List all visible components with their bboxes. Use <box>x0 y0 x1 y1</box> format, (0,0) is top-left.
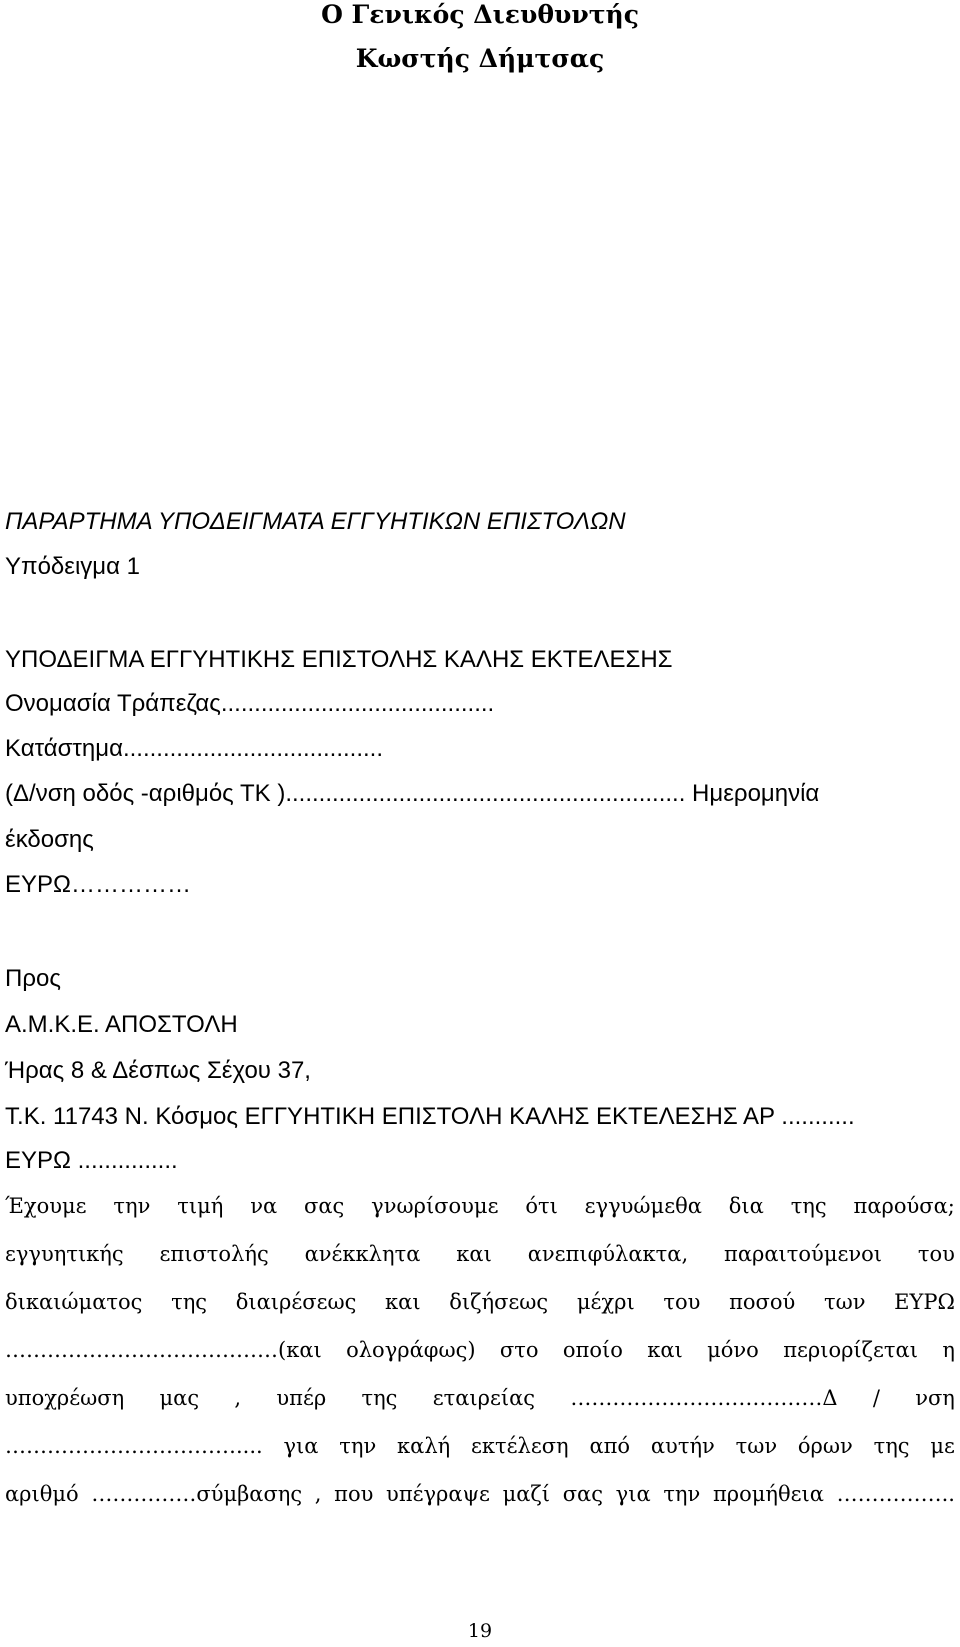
body-word: που <box>334 1482 374 1506</box>
body-word: και <box>456 1242 492 1266</box>
body-word: , <box>314 1482 322 1506</box>
body-word: της <box>361 1386 398 1410</box>
body-word: υπέγραψε <box>386 1482 490 1506</box>
recipient-to: Προς <box>5 965 61 992</box>
body-word: η <box>942 1338 955 1362</box>
body-word: και <box>385 1290 421 1314</box>
body-word: μας <box>159 1386 200 1410</box>
body-word: ανέκκλητα <box>304 1242 421 1266</box>
body-word: / <box>872 1386 880 1410</box>
body-word: του <box>917 1242 955 1266</box>
body-word: …………….. <box>836 1482 955 1506</box>
body-line-1 <box>5 1194 955 1218</box>
body-word: σας <box>304 1194 345 1218</box>
body-word: και <box>647 1338 683 1362</box>
body-line-3 <box>5 1290 955 1314</box>
body-word: παρούσα; <box>853 1194 955 1218</box>
branch-field: Κατάστημα....................................... <box>5 735 383 762</box>
body-word: υποχρέωση <box>5 1386 125 1410</box>
body-word: ανεπιφύλακτα, <box>527 1242 689 1266</box>
body-word: να <box>250 1194 278 1218</box>
body-word: γνωρίσουμε <box>371 1194 499 1218</box>
body-word: υπέρ <box>276 1386 327 1410</box>
body-word: προμήθεια <box>712 1482 824 1506</box>
body-line-7 <box>5 1482 955 1506</box>
body-word: …………………………………(και <box>5 1338 322 1362</box>
body-word: ΕΥΡΩ <box>894 1290 955 1314</box>
body-line-5 <box>5 1386 955 1410</box>
body-word: οποίο <box>562 1338 623 1362</box>
body-word: εγγυητικής <box>5 1242 124 1266</box>
body-word: , <box>234 1386 242 1410</box>
body-word: νση <box>915 1386 955 1410</box>
body-word: διζήσεως <box>449 1290 549 1314</box>
body-word: επιστολής <box>159 1242 269 1266</box>
body-word: μέχρι <box>576 1290 635 1314</box>
appendix-heading: ΠΑΡΑΡΤΗΜΑ ΥΠΟΔΕΙΓΜΑΤΑ ΕΓΓΥΗΤΙΚΩΝ ΕΠΙΣΤΟΛΩΝ <box>5 508 626 535</box>
recipient-euro: ΕΥΡΩ ............... <box>5 1147 178 1174</box>
body-word: …………………………….... <box>5 1434 263 1458</box>
body-word: για <box>615 1482 651 1506</box>
sample-label: Υπόδειγμα 1 <box>5 553 141 580</box>
page-number: 19 <box>467 1620 493 1642</box>
body-word: όρων <box>797 1434 853 1458</box>
body-word: του <box>663 1290 701 1314</box>
body-word: με <box>930 1434 955 1458</box>
body-word: ποσού <box>729 1290 796 1314</box>
body-word: της <box>790 1194 827 1218</box>
recipient-org: Α.Μ.Κ.Ε. ΑΠΟΣΤΟΛΗ <box>5 1011 238 1038</box>
body-word: καλή <box>397 1434 451 1458</box>
body-line-4 <box>5 1338 955 1362</box>
body-word: δια <box>728 1194 764 1218</box>
letter-title: ΥΠΟΔΕΙΓΜΑ ΕΓΓΥΗΤΙΚΗΣ ΕΠΙΣΤΟΛΗΣ ΚΑΛΗΣ ΕΚΤΕΛΕΣΗΣ <box>5 646 673 673</box>
body-word: εκτέλεση <box>471 1434 569 1458</box>
body-word: εγγυώμεθα <box>584 1194 702 1218</box>
recipient-postal-ref: Τ.Κ. 11743 Ν. Κόσμος ΕΓΓΥΗΤΙΚΗ ΕΠΙΣΤΟΛΗ ΚΑΛΗΣ ΕΚΤΕΛΕΣΗΣ ΑΡ ........... <box>5 1103 855 1130</box>
body-word: την <box>113 1194 151 1218</box>
body-word: Έχουμε <box>5 1194 87 1218</box>
address-line: (Δ/νση οδός -αριθμός ΤΚ )............................................................ Ημερομηνία <box>5 780 820 807</box>
bank-name-field: Ονομασία Τράπεζας......................................... <box>5 690 495 717</box>
body-word: ολογράφως) <box>346 1338 476 1362</box>
body-word: διαιρέσεως <box>235 1290 357 1314</box>
body-word: τιμή <box>177 1194 224 1218</box>
signature-title: Ο Γενικός Διευθυντής <box>321 0 639 29</box>
body-word: ……………σύμβασης <box>91 1482 303 1506</box>
body-line-2 <box>5 1242 955 1266</box>
body-word: ………………………………Δ <box>570 1386 838 1410</box>
body-word: στο <box>499 1338 539 1362</box>
body-word: αυτήν <box>650 1434 715 1458</box>
issue-date-label: έκδοσης <box>5 826 94 853</box>
body-line-6 <box>5 1434 955 1458</box>
amount-field: ΕΥΡΩ…………… <box>5 871 191 898</box>
body-word: των <box>823 1290 866 1314</box>
body-word: την <box>663 1482 701 1506</box>
body-word: την <box>339 1434 377 1458</box>
recipient-street: Ήρας 8 & Δέσπως Σέχου 37, <box>5 1057 311 1084</box>
body-word: παραιτούμενοι <box>724 1242 882 1266</box>
signature-name: Κωστής Δήμτσας <box>355 44 605 73</box>
body-word: εταιρείας <box>432 1386 536 1410</box>
body-word: δικαιώματος <box>5 1290 143 1314</box>
body-word: ότι <box>525 1194 558 1218</box>
body-word: των <box>735 1434 778 1458</box>
body-word: μόνο <box>707 1338 759 1362</box>
body-word: περιορίζεται <box>783 1338 918 1362</box>
body-word: από <box>589 1434 631 1458</box>
body-word: της <box>873 1434 910 1458</box>
body-word: για <box>283 1434 319 1458</box>
body-word: μαζί <box>502 1482 551 1506</box>
body-word: της <box>171 1290 208 1314</box>
body-word: αριθμό <box>5 1482 79 1506</box>
body-word: σας <box>562 1482 603 1506</box>
